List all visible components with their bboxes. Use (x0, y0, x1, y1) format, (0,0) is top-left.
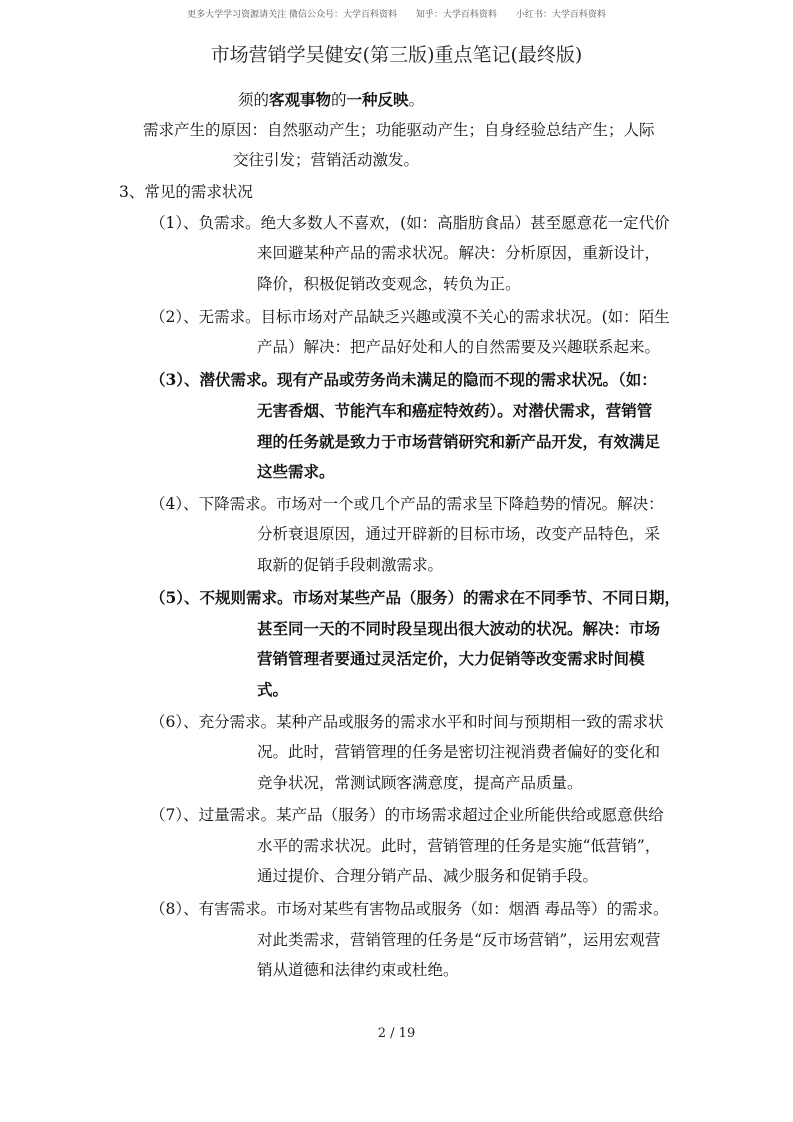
item-3-line-4: 这些需求。 (257, 462, 335, 481)
item-3-line-3: 理的任务就是致力于市场营销研究和新产品开发，有效满足 (257, 432, 661, 451)
intro-bold-keyword: 一种反映 (346, 90, 409, 109)
item-6-line-3: 竞争状况，常测试顾客满意度，提高产品质量。 (257, 774, 583, 792)
page-header (0, 7, 793, 20)
item-6-line-2: 况。此时，营销管理的任务是密切注视消费者偏好的变化和 (257, 743, 661, 761)
item-4-line-3: 取新的促销手段刺激需求。 (257, 556, 444, 574)
item-7-line-1: （7）、过量需求。某产品（服务）的市场需求超过企业所能供给或愿意供给 (150, 806, 664, 824)
item-6-line-1: （6）、充分需求。某种产品或服务的需求水平和时间与预期相一致的需求状 (150, 713, 664, 731)
header-zhihu-note: 知乎：大学百科资料 (415, 10, 497, 20)
item-4-line-2: 分析衰退原因，通过开辟新的目标市场，改变产品特色，采 (257, 525, 661, 543)
item-3-line-2: 无害香烟、节能汽车和癌症特效药）。对潜伏需求，营销管 (257, 401, 653, 420)
item-5-line-4: 式。 (257, 680, 289, 699)
item-8-line-3: 销从道德和法律约束或杜绝。 (257, 961, 459, 979)
item-5-line-3: 营销管理者要通过灵活定价，大力促销等改变需求时间模 (257, 649, 645, 668)
item-1-line-2: 来回避某种产品的需求状况。解决：分析原因，重新设计， (257, 244, 661, 262)
intro-line-1 (238, 90, 424, 110)
intro-line-2: 需求产生的原因：自然驱动产生；功能驱动产生；自身经验总结产生；人际 (143, 121, 655, 139)
item-1-line-1: （1）、负需求。绝大多数人不喜欢，(如：高脂肪食品）甚至愿意花一定代价 (150, 214, 670, 232)
intro-text: 的 (331, 91, 347, 109)
document-title: 市场营销学吴健安(第三版)重点笔记(最终版) (210, 44, 583, 66)
item-8-line-1: （8）、有害需求。市场对某些有害物品或服务（如：烟酒 毒品等）的需求。 (150, 900, 669, 918)
item-5-line-1: （5）、不规则需求。市场对某些产品（服务）的需求在不同季节、不同日期， (150, 588, 681, 607)
intro-text: 。 (408, 91, 425, 109)
intro-line-3: 交往引发；营销活动激发。 (233, 151, 420, 169)
intro-bold-keyword: 客观事物 (269, 90, 332, 109)
item-5-line-2: 甚至同一天的不同时段呈现出很大波动的状况。解决：市场 (257, 619, 661, 638)
header-wechat-note: 更多大学学习资源请关注 微信公众号：大学百科资料 (187, 10, 398, 20)
item-7-line-3: 通过提价、合理分销产品、减少服务和促销手段。 (257, 867, 599, 885)
item-3-line-1: （3）、潜伏需求。现有产品或劳务尚未满足的隐而不现的需求状况。（如： (150, 370, 657, 389)
item-2-line-1: （2）、无需求。目标市场对产品缺乏兴趣或漠不关心的需求状况。(如：陌生 (150, 308, 670, 326)
intro-text: 须的 (238, 91, 270, 109)
item-4-line-1: （4）、下降需求。市场对一个或几个产品的需求呈下降趋势的情况。解决： (150, 495, 664, 513)
page-number: 2 / 19 (377, 1026, 416, 1041)
header-xiaohongshu-note: 小红书：大学百科资料 (515, 10, 606, 20)
item-8-line-2: 对此类需求，营销管理的任务是“反市场营销”，运用宏观营 (257, 931, 661, 949)
item-1-line-3: 降价，积极促销改变观念，转负为正。 (257, 275, 521, 293)
section-heading: 3、常见的需求状况 (119, 183, 253, 201)
item-2-line-2: 产品）解决：把产品好处和人的自然需要及兴趣联系起来。 (257, 338, 661, 356)
item-7-line-2: 水平的需求状况。此时，营销管理的任务是实施“低营销”， (257, 837, 661, 855)
